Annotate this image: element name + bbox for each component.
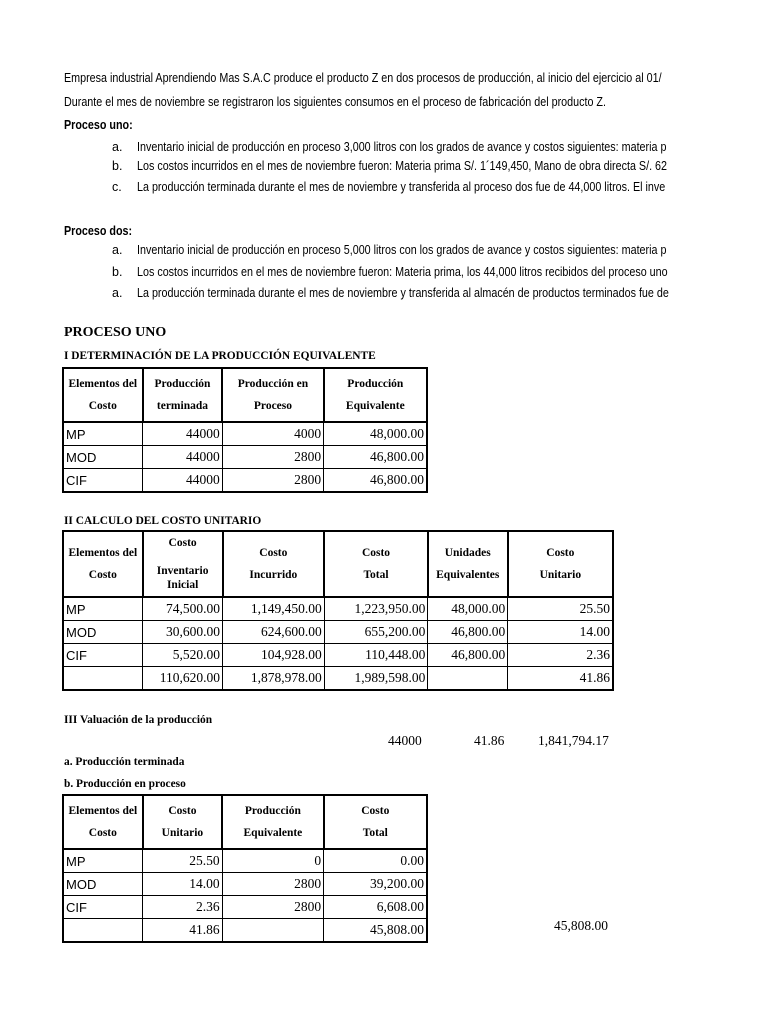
table-cell: 46,800.00 bbox=[428, 644, 508, 667]
table-cell: 45,808.00 bbox=[324, 919, 427, 943]
column-header: Elementos del Costo bbox=[63, 368, 143, 422]
section-subtitle: I DETERMINACIÓN DE LA PRODUCCIÓN EQUIVALENTE bbox=[64, 348, 376, 362]
table-cell: 110,620.00 bbox=[143, 667, 223, 691]
table-cell: 14.00 bbox=[143, 873, 223, 896]
table-row bbox=[63, 597, 613, 621]
table-cell: 0.00 bbox=[324, 849, 427, 873]
row-label: MP bbox=[63, 422, 143, 446]
row-label bbox=[63, 667, 143, 691]
table-row bbox=[63, 422, 427, 446]
table-cell: 46,800.00 bbox=[324, 446, 427, 469]
column-header: Unidades Equivalentes bbox=[428, 531, 508, 597]
list-letter: c. bbox=[112, 180, 122, 194]
proceso-uno-label: Proceso uno: bbox=[64, 118, 133, 132]
list-letter: a. bbox=[112, 286, 123, 300]
table-cell: 74,500.00 bbox=[143, 597, 223, 621]
valuation-quantity: 44000 bbox=[388, 733, 422, 748]
list-item-text: Inventario inicial de producción en proceso 3,000 litros con los grados de avance y costos siguientes: materia p bbox=[137, 140, 667, 154]
table-cell bbox=[428, 667, 508, 691]
column-header: Elementos del Costo bbox=[63, 531, 143, 597]
table-cell: 655,200.00 bbox=[324, 621, 428, 644]
table-total-row bbox=[63, 919, 427, 943]
valuation-total: 1,841,794.17 bbox=[538, 733, 609, 748]
table-cell: 44000 bbox=[143, 422, 223, 446]
column-header: Producción en Proceso bbox=[222, 368, 323, 422]
column-header: Costo Unitario bbox=[143, 795, 223, 849]
row-label: CIF bbox=[63, 896, 143, 919]
table-cell: 30,600.00 bbox=[143, 621, 223, 644]
row-label: CIF bbox=[63, 469, 143, 493]
intro-line-2: Durante el mes de noviembre se registraron los siguientes consumos en el proceso de fabricación del producto Z. bbox=[64, 95, 606, 109]
table-cell: 4000 bbox=[222, 422, 323, 446]
table-header-row bbox=[63, 531, 613, 597]
list-item-text: Inventario inicial de producción en proceso 5,000 litros con los grados de avance y costos siguientes: materia p bbox=[137, 243, 667, 257]
row-label: CIF bbox=[63, 644, 143, 667]
table-cell: 44000 bbox=[143, 446, 223, 469]
column-header: Producción Equivalente bbox=[222, 795, 323, 849]
table-cell: 48,000.00 bbox=[428, 597, 508, 621]
table-header-row bbox=[63, 368, 427, 422]
row-label: MP bbox=[63, 849, 143, 873]
table-header-row bbox=[63, 795, 427, 849]
table-row bbox=[63, 446, 427, 469]
table-cell: 2800 bbox=[222, 873, 323, 896]
side-total: 45,808.00 bbox=[554, 918, 608, 933]
table-cell: 41.86 bbox=[143, 919, 223, 943]
column-header: Producción Equivalente bbox=[324, 368, 427, 422]
list-letter: b. bbox=[112, 265, 123, 279]
table-row bbox=[63, 621, 613, 644]
table-cell: 48,000.00 bbox=[324, 422, 427, 446]
table-cell: 25.50 bbox=[143, 849, 223, 873]
table-cell: 2.36 bbox=[508, 644, 613, 667]
costo-unitario-table bbox=[62, 530, 614, 691]
list-letter: a. bbox=[112, 243, 123, 257]
column-header: Elementos del Costo bbox=[63, 795, 143, 849]
table-row bbox=[63, 896, 427, 919]
intro-line-1: Empresa industrial Aprendiendo Mas S.A.C produce el producto Z en dos procesos de producción, al inicio del ejercicio al 01/ bbox=[64, 71, 662, 85]
column-header: Costo Incurrido bbox=[223, 531, 325, 597]
list-letter: b. bbox=[112, 159, 123, 173]
table-cell: 104,928.00 bbox=[223, 644, 325, 667]
row-label: MOD bbox=[63, 446, 143, 469]
table-cell: 1,149,450.00 bbox=[223, 597, 325, 621]
table-cell: 5,520.00 bbox=[143, 644, 223, 667]
table-row bbox=[63, 644, 613, 667]
produccion-en-proceso-table bbox=[62, 794, 428, 943]
table-cell: 2.36 bbox=[143, 896, 223, 919]
list-item-text: La producción terminada durante el mes de noviembre y transferida al almacén de productos terminados fue de bbox=[137, 286, 669, 300]
table-cell: 46,800.00 bbox=[324, 469, 427, 493]
produccion-en-proceso-label: b. Producción en proceso bbox=[64, 776, 186, 790]
table-cell: 41.86 bbox=[508, 667, 613, 691]
table-cell: 110,448.00 bbox=[324, 644, 428, 667]
column-header: Costo Unitario bbox=[508, 531, 613, 597]
table-cell: 2800 bbox=[222, 896, 323, 919]
row-label: MOD bbox=[63, 621, 143, 644]
column-header: Costo Inventario Inicial bbox=[143, 531, 223, 597]
row-label bbox=[63, 919, 143, 943]
table-cell: 1,989,598.00 bbox=[324, 667, 428, 691]
intro-section bbox=[0, 0, 694, 320]
table-cell: 46,800.00 bbox=[428, 621, 508, 644]
table-cell: 1,223,950.00 bbox=[324, 597, 428, 621]
list-item-text: Los costos incurridos en el mes de noviembre fueron: Materia prima, los 44,000 litros recibidos del proceso uno bbox=[137, 265, 668, 279]
produccion-terminada-label: a. Producción terminada bbox=[64, 754, 185, 768]
section-subtitle: II CALCULO DEL COSTO UNITARIO bbox=[64, 513, 262, 527]
valuation-unit-cost: 41.86 bbox=[474, 733, 505, 748]
produccion-equivalente-table bbox=[62, 367, 428, 493]
section-subtitle: III Valuación de la producción bbox=[64, 712, 213, 726]
list-item-text: Los costos incurridos en el mes de noviembre fueron: Materia prima S/. 1´149,450, Mano de obra directa S/. 62 bbox=[137, 159, 668, 173]
column-header: Costo Total bbox=[324, 531, 428, 597]
table-cell: 2800 bbox=[222, 469, 323, 493]
table-cell: 44000 bbox=[143, 469, 223, 493]
row-label: MOD bbox=[63, 873, 143, 896]
row-label: MP bbox=[63, 597, 143, 621]
proceso-dos-label: Proceso dos: bbox=[64, 224, 133, 238]
table-cell bbox=[222, 919, 323, 943]
table-cell: 6,608.00 bbox=[324, 896, 427, 919]
table-row bbox=[63, 873, 427, 896]
table-cell: 624,600.00 bbox=[223, 621, 325, 644]
table-cell: 0 bbox=[222, 849, 323, 873]
list-letter: a. bbox=[112, 140, 123, 154]
table-cell: 1,878,978.00 bbox=[223, 667, 325, 691]
table-cell: 2800 bbox=[222, 446, 323, 469]
list-item-text: La producción terminada durante el mes de noviembre y transferida al proceso dos fue de 44,000 litros. El inve bbox=[137, 180, 666, 194]
column-header: Producción terminada bbox=[143, 368, 223, 422]
section-title: PROCESO UNO bbox=[64, 325, 167, 340]
column-header: Costo Total bbox=[324, 795, 427, 849]
table-cell: 25.50 bbox=[508, 597, 613, 621]
table-cell: 14.00 bbox=[508, 621, 613, 644]
table-total-row bbox=[63, 667, 613, 691]
table-row bbox=[63, 469, 427, 493]
table-row bbox=[63, 849, 427, 873]
table-cell: 39,200.00 bbox=[324, 873, 427, 896]
